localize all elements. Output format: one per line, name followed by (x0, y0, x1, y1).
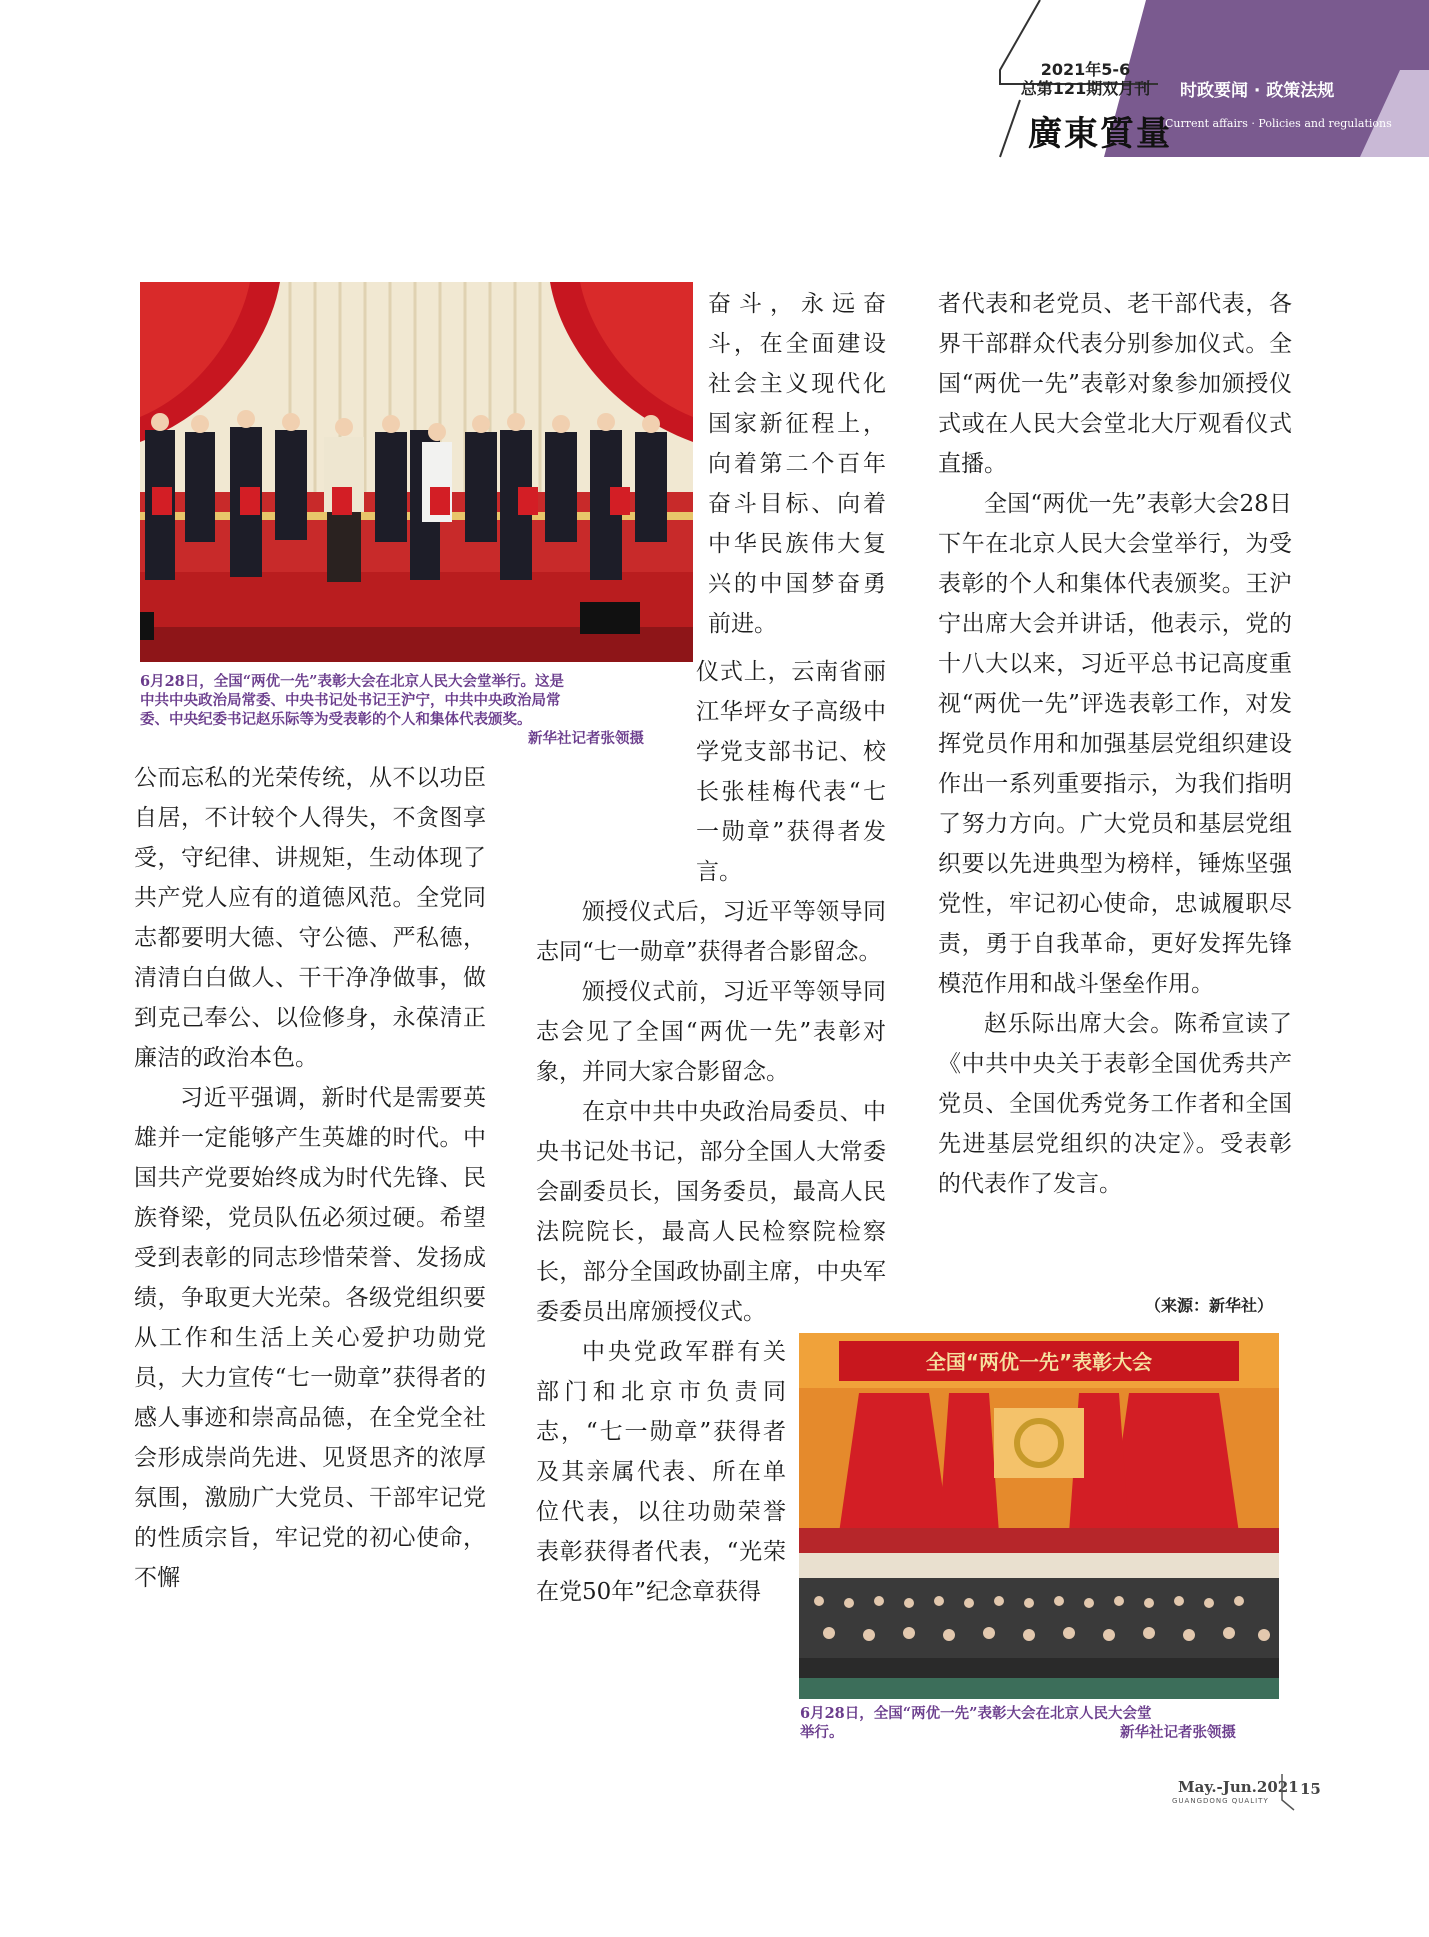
paragraph: 赵乐际出席大会。陈希宣读了《中共中央关于表彰全国优秀共产党员、全国优秀党务工作者和全国先进基层党组织的决定》。受表彰的代表作了发言。 (938, 1011, 1292, 1197)
middle-column-top (708, 284, 886, 644)
award-ceremony-photo (140, 282, 693, 662)
section-category: 时政要闻 · 政策法规 (1180, 81, 1335, 101)
caption-line: 委、中央纪委书记赵乐际等为受表彰的个人和集体代表颁奖。 (140, 711, 532, 728)
caption-line: 举行。 (800, 1724, 844, 1741)
issue-info (1008, 60, 1163, 98)
paragraph: 者代表和老党员、老干部代表，各界干部群众代表分别参加仪式。全国“两优一先”表彰对象参加颁授仪式或在人民大会堂北大厅观看仪式直播。 (938, 291, 1292, 477)
paragraph: 颁授仪式后，习近平等领导同志同“七一勋章”获得者合影留念。 (536, 899, 886, 965)
left-column (134, 758, 486, 1598)
banner-text: 全国“两优一先”表彰大会 (925, 1350, 1153, 1374)
issue-number: 总第121期双月刊 (1020, 79, 1151, 98)
paragraph: 奋斗，永远奋斗，在全面建设社会主义现代化国家新征程上，向着第二个百年奋斗目标、向着中华民族伟大复兴的中国梦奋勇前进。 (708, 291, 886, 637)
paragraph: 全国“两优一先”表彰大会28日下午在北京人民大会堂举行，为受表彰的个人和集体代表颁奖。王沪宁出席大会并讲话，他表示，党的十八大以来，习近平总书记高度重视“两优一先”评选表彰工作，对发挥党员作用和加强基层党组织建设作出一系列重要指示，为我们指明了努力方向。广大党员和基层党组织要以先进典型为榜样，锤炼坚强党性，牢记初心使命，忠诚履职尽责，勇于自我革命，更好发挥先锋模范作用和战斗堡垒作用。 (938, 491, 1292, 997)
assembly-hall-photo (799, 1333, 1279, 1699)
caption-line: 6月28日，全国“两优一先”表彰大会在北京人民大会堂举行。这是 (140, 673, 564, 690)
paragraph: 在京中共中央政治局委员、中央书记处书记，部分全国人大常委会副委员长，国务委员，最高人民法院院长，最高人民检察院检察长，部分全国政协副主席，中央军委委员出席颁授仪式。 (536, 1099, 886, 1325)
paragraph: 中央党政军群有关部门和北京市负责同志，“七一勋章”获得者及其亲属代表、所在单位代表，以往功勋荣誉表彰获得者代表，“光荣在党50年”纪念章获得 (536, 1339, 786, 1605)
photo1-credit: 新华社记者张领摄 (528, 730, 644, 747)
paragraph: 习近平强调，新时代是需要英雄并一定能够产生英雄的时代。中国共产党要始终成为时代先锋、民族脊梁，党员队伍必须过硬。希望受到表彰的同志珍惜荣誉、发扬成绩，争取更大光荣。各级党组织要从工作和生活上关心爱护功勋党员，大力宣传“七一勋章”获得者的感人事迹和崇高品德，在全党全社会形成崇尚先进、见贤思齐的浓厚氛围，激励广大党员、干部牢记党的性质宗旨，牢记党的初心使命，不懈 (134, 1085, 486, 1591)
photo2-credit: 新华社记者张领摄 (1120, 1724, 1236, 1741)
footer-date: May.-Jun.2021 (1178, 1778, 1299, 1796)
section-category-en: Current affairs · Policies and regulations (1165, 117, 1392, 130)
issue-date: 2021年5-6 (1040, 60, 1131, 79)
paragraph: 公而忘私的光荣传统，从不以功臣自居，不计较个人得失，不贪图享受，守纪律、讲规矩，生动体现了共产党人应有的道德风范。全党同志都要明大德、守公德、严私德，清清白白做人、干干净净做事，做到克己奉公、以俭修身，永葆清正廉洁的政治本色。 (134, 765, 486, 1071)
paragraph: 颁授仪式前，习近平等领导同志会见了全国“两优一先”表彰对象，并同大家合影留念。 (536, 979, 886, 1085)
photo2-caption (800, 1704, 1290, 1742)
footer-divider (1278, 1772, 1298, 1812)
footer-magazine-name: GUANGDONG QUALITY (1172, 1797, 1269, 1805)
magazine-logo: 廣東質量 (1028, 114, 1172, 154)
caption-line: 中共中央政治局常委、中央书记处书记王沪宁，中共中央政治局常 (140, 692, 561, 709)
page-number: 15 (1300, 1780, 1321, 1798)
paragraph: 仪式上，云南省丽江华坪女子高级中学党支部书记、校长张桂梅代表“七一勋章”获得者发言。 (696, 659, 886, 885)
article-source: （来源：新华社） (1145, 1296, 1274, 1315)
caption-line: 6月28日，全国“两优一先”表彰大会在北京人民大会堂 (800, 1705, 1152, 1722)
right-column (938, 284, 1292, 1204)
